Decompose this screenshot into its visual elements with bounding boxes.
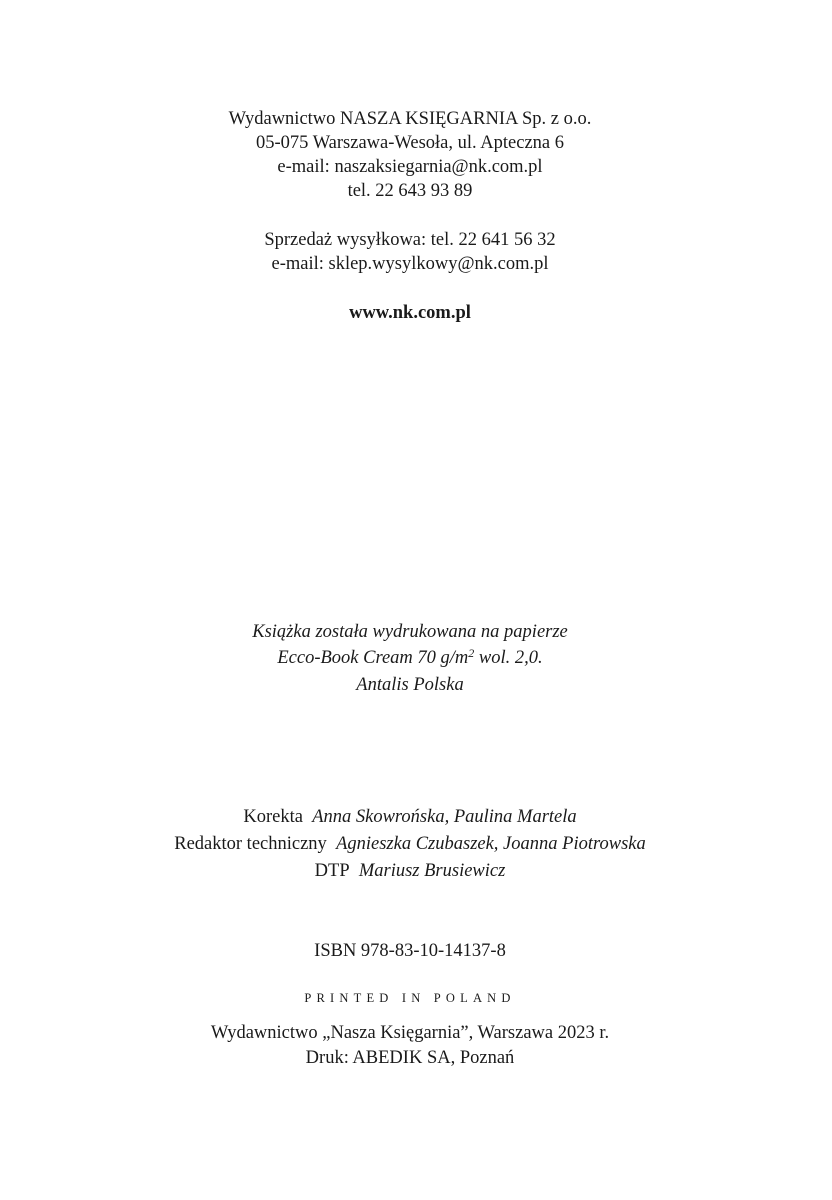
credit-line-dtp	[0, 859, 820, 883]
credit-names: Mariusz Brusiewicz	[358, 861, 506, 881]
printer-line: Druk: ABEDIK SA, Poznań	[305, 1048, 515, 1068]
credit-names: Anna Skowrońska, Paulina Martela	[312, 807, 577, 827]
paper-unit-exponent: 2	[468, 646, 475, 660]
paper-volume: wol. 2,0.	[474, 648, 543, 668]
isbn: ISBN 978-83-10-14137-8	[314, 941, 506, 961]
credit-line-proofreading	[0, 805, 820, 829]
printed-in-label: PRINTED IN POLAND	[304, 991, 516, 1005]
publisher-name: Wydawnictwo NASZA KSIĘGARNIA Sp. z o.o.	[228, 109, 592, 129]
paper-info-line-2	[0, 646, 820, 670]
mail-order-email: e-mail: sklep.wysylkowy@nk.com.pl	[271, 254, 549, 274]
publisher-phone: tel. 22 643 93 89	[347, 181, 473, 201]
credit-names: Agnieszka Czubaszek, Joanna Piotrowska	[336, 834, 646, 854]
credit-role: Korekta	[243, 807, 303, 827]
publisher-email: e-mail: naszaksiegarnia@nk.com.pl	[277, 157, 543, 177]
imprint-line: Wydawnictwo „Nasza Księgarnia”, Warszawa 2023 r.	[210, 1023, 610, 1043]
credit-role: DTP	[314, 861, 350, 881]
mail-order-phone: Sprzedaż wysyłkowa: tel. 22 641 56 32	[264, 230, 556, 250]
credit-role: Redaktor techniczny	[174, 834, 327, 854]
website-link: www.nk.com.pl	[349, 303, 471, 323]
paper-type: Ecco-Book Cream 70 g/m	[277, 648, 469, 668]
paper-info-line-1: Książka została wydrukowana na papierze	[252, 622, 568, 642]
paper-info-line-3: Antalis Polska	[356, 675, 464, 695]
credit-line-technical-editor	[0, 832, 820, 856]
publisher-address: 05-075 Warszawa-Wesoła, ul. Apteczna 6	[256, 133, 564, 153]
